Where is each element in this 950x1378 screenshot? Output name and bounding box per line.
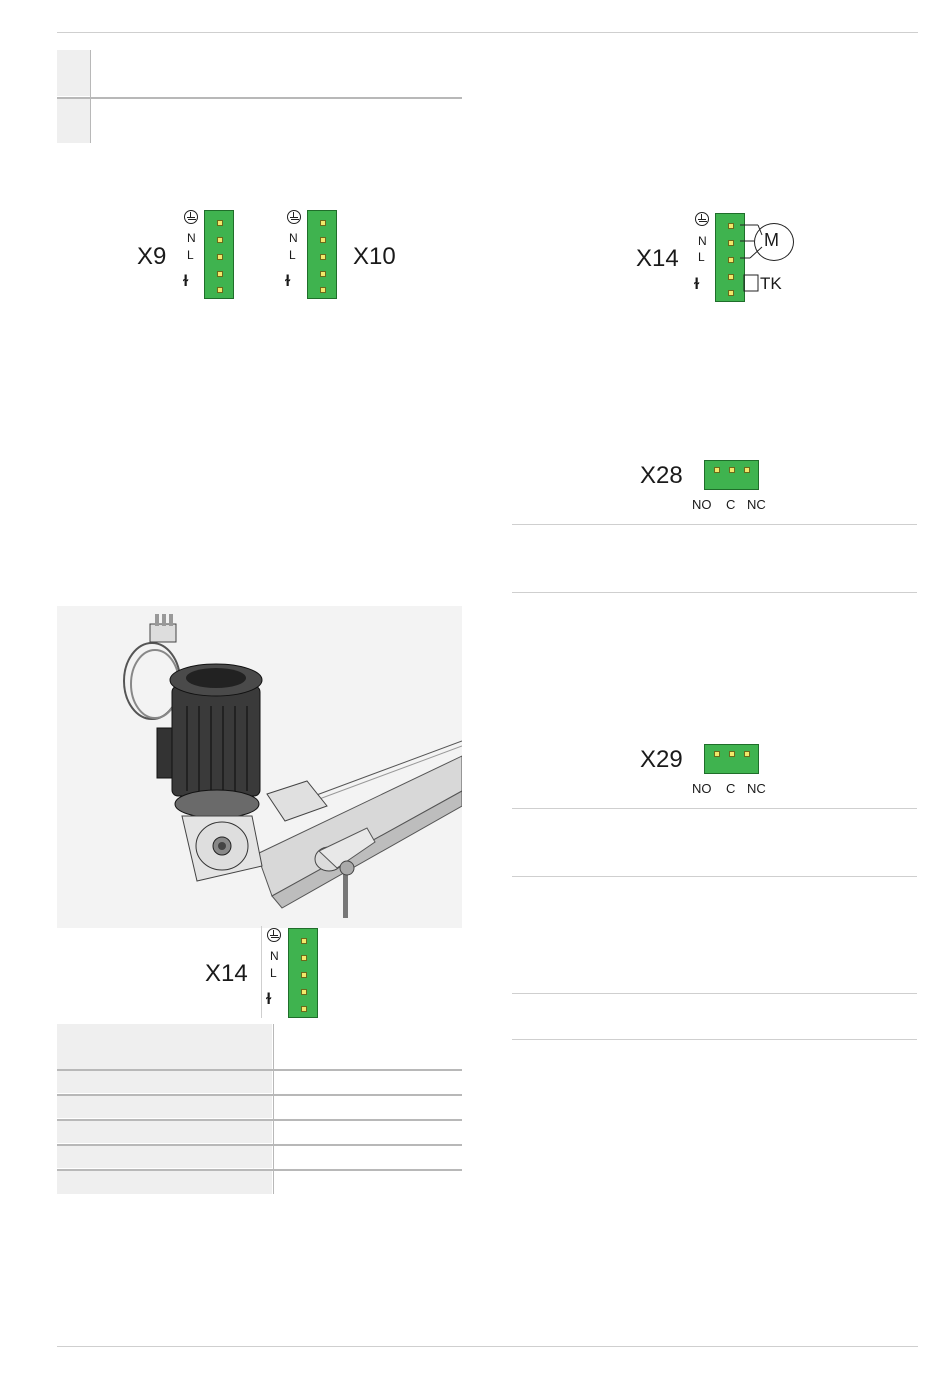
right-rule-2: [512, 592, 917, 593]
spec-table-row-4-left: [57, 1146, 272, 1168]
x14-bottom-divider: [261, 926, 262, 1018]
x14-top-ground-icon: [695, 212, 709, 226]
thermo-contact-label: TK: [760, 274, 782, 293]
x14-top-switch-icon: ɫ: [694, 276, 700, 293]
x9-switch-icon: ɫ: [183, 273, 189, 290]
header-row-rule: [57, 97, 462, 99]
x10-connector: [307, 210, 337, 299]
right-rule-4: [512, 876, 917, 877]
x28-label: X28: [640, 462, 683, 489]
x14-top-pin-n: N: [698, 234, 707, 248]
x28-pin-no: NO: [692, 497, 712, 512]
x10-ground-icon: [287, 210, 301, 224]
x14-bottom-ground-icon: [267, 928, 281, 942]
x29-pin-no: NO: [692, 781, 712, 796]
spec-table-row-2-left: [57, 1096, 272, 1118]
x28-pin-nc: NC: [747, 497, 766, 512]
header-cell-2: [57, 98, 90, 143]
x9-pin-n: N: [187, 231, 196, 245]
spec-table-header-left: [57, 1024, 272, 1069]
top-page-rule: [57, 32, 918, 33]
spec-table-row-1-left: [57, 1071, 272, 1093]
x29-label: X29: [640, 746, 683, 773]
x28-connector: [704, 460, 759, 490]
x10-label: X10: [353, 243, 396, 270]
x10-pin-n: N: [289, 231, 298, 245]
x28-pin-c: C: [726, 497, 736, 512]
right-rule-3: [512, 808, 917, 809]
x29-pin-nc: NC: [747, 781, 766, 796]
motor-symbol-label: M: [764, 230, 779, 250]
x10-switch-icon: ɫ: [285, 273, 291, 290]
x29-connector: [704, 744, 759, 774]
x10-pin-l: L: [289, 248, 296, 262]
x9-label: X9: [137, 243, 167, 270]
x14-bottom-connector: [288, 928, 318, 1018]
right-rule-1: [512, 524, 917, 525]
x14-bottom-pin-l: L: [270, 966, 277, 980]
x14-top-pin-l: L: [698, 250, 705, 264]
right-rule-6: [512, 1039, 917, 1040]
header-cell-1: [57, 50, 90, 96]
x14-bottom-switch-icon: ɫ: [266, 991, 272, 1008]
x9-pin-l: L: [187, 248, 194, 262]
x29-pin-c: C: [726, 781, 736, 796]
right-rule-5: [512, 993, 917, 994]
spec-table-row-5-left: [57, 1171, 272, 1194]
x9-ground-icon: [184, 210, 198, 224]
spec-table-row-3-left: [57, 1121, 272, 1143]
motor-photo: [57, 606, 462, 928]
x14-bottom-pin-n: N: [270, 949, 279, 963]
x14-top-label: X14: [636, 245, 679, 272]
x9-connector: [204, 210, 234, 299]
bottom-page-rule: [57, 1346, 918, 1347]
x14-bottom-label: X14: [205, 960, 248, 987]
